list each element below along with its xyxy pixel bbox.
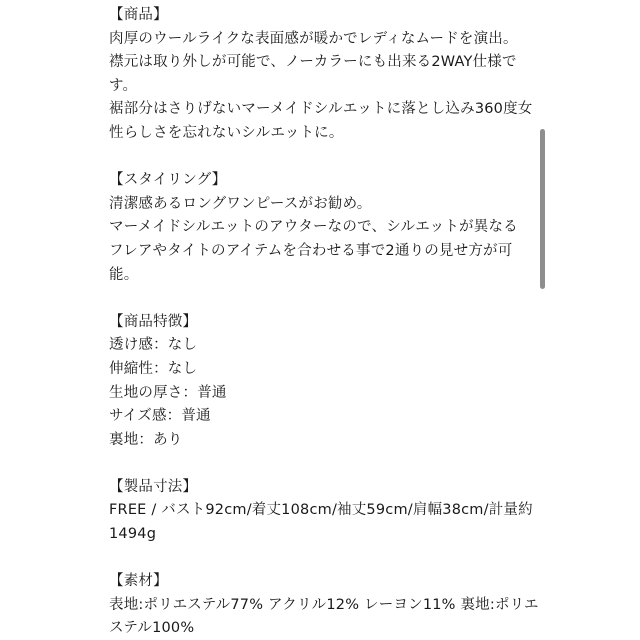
material-line: 表地:ポリエステル77% アクリル12% レーヨン11% 裏地:ポリエ xyxy=(109,596,539,613)
dimensions-line: FREE / バスト92cm/着丈108cm/袖丈59cm/肩幅38cm/計量約 xyxy=(109,502,533,519)
dimensions-line: 1494g xyxy=(109,526,157,543)
product-heading: 【商品】 xyxy=(109,7,168,23)
styling-line: フレアやタイトのアイテムを合わせる事で2通りの見せ方が可 xyxy=(109,242,513,259)
styling-line: マーメイドシルエットのアウターなので、シルエットが異なる xyxy=(109,219,518,236)
features-section xyxy=(109,311,534,453)
dimensions-section xyxy=(109,476,534,547)
feature-line: 裏地：あり xyxy=(109,431,183,448)
dimensions-heading: 【製品寸法】 xyxy=(109,478,198,495)
vertical-scrollbar-thumb[interactable] xyxy=(540,129,545,289)
section-spacer xyxy=(109,547,534,571)
product-line: す。 xyxy=(109,77,138,94)
feature-line: 伸縮性：なし xyxy=(109,360,198,377)
styling-line: 能。 xyxy=(109,266,139,283)
section-spacer xyxy=(109,287,534,311)
styling-line: 清潔感あるロングワンピースがお勧め。 xyxy=(109,195,372,212)
feature-line: 透け感：なし xyxy=(109,337,198,354)
product-description xyxy=(109,4,539,640)
feature-line: 生地の厚さ：普通 xyxy=(109,384,227,401)
product-line: 裾部分はさりげないマーメイドシルエットに落とし込み360度女 xyxy=(109,101,533,118)
product-line: 肉厚のウールライクな表面感が暖かでレディなムードを演出。 xyxy=(109,30,518,47)
material-section xyxy=(109,570,539,640)
product-line: 襟元は取り外しが可能で、ノーカラーにも出来る2WAY仕様で xyxy=(109,54,517,71)
product-section xyxy=(109,4,534,146)
styling-section xyxy=(109,169,534,287)
styling-heading: 【スタイリング】 xyxy=(109,172,227,189)
section-spacer xyxy=(109,146,534,170)
feature-line: サイズ感：普通 xyxy=(109,408,211,425)
features-heading: 【商品特徴】 xyxy=(109,313,198,330)
material-heading: 【素材】 xyxy=(109,573,168,590)
material-line: ステル100% xyxy=(109,620,195,637)
product-line: 性らしさを忘れないシルエットに。 xyxy=(109,124,344,141)
section-spacer xyxy=(109,452,534,476)
